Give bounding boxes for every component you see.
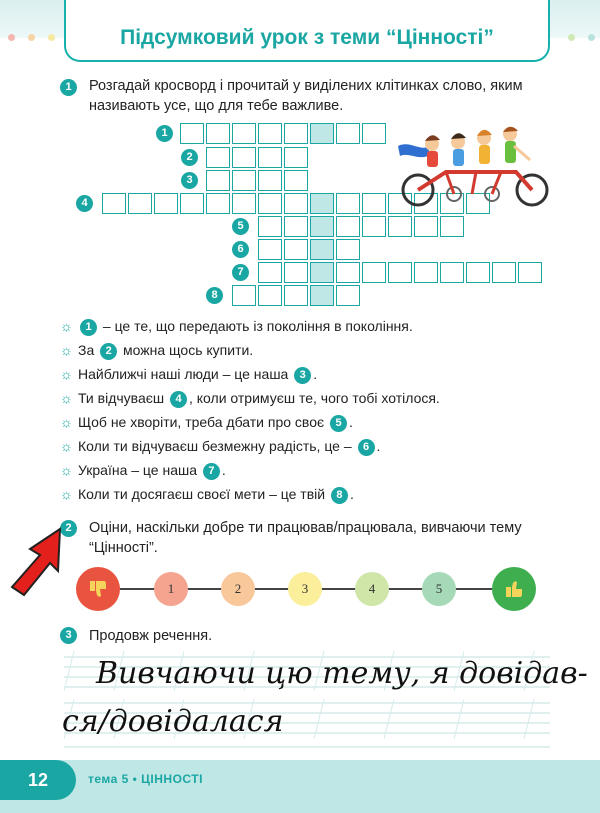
rating-option-2[interactable]: 2: [221, 572, 255, 606]
crossword-cell-highlighted[interactable]: [310, 285, 334, 306]
cyclists-illustration: [396, 122, 556, 212]
sun-bullet-icon: ☼: [60, 366, 73, 382]
crossword-cell[interactable]: [414, 262, 438, 283]
crossword-cell[interactable]: [336, 285, 360, 306]
crossword-cell[interactable]: [284, 147, 308, 168]
clue-text: За: [78, 342, 99, 358]
crossword-cell[interactable]: [206, 170, 230, 191]
crossword-cell[interactable]: [336, 239, 360, 260]
rating-option-3[interactable]: 3: [288, 572, 322, 606]
rating-option-5[interactable]: 5: [422, 572, 456, 606]
thumbs-down-icon: [87, 578, 109, 600]
clue-text: Коли ти досягаєш своєї мети – це твій: [78, 486, 329, 502]
decorative-dot: [588, 34, 595, 41]
crossword-cell[interactable]: [258, 262, 282, 283]
clue-item: [60, 387, 440, 409]
crossword-cell[interactable]: [440, 216, 464, 237]
decorative-dot: [28, 34, 35, 41]
crossword-cell-highlighted[interactable]: [310, 239, 334, 260]
sun-bullet-icon: ☼: [60, 414, 73, 430]
crossword-cell[interactable]: [336, 193, 360, 214]
sun-bullet-icon: ☼: [60, 318, 73, 334]
clue-item: [60, 483, 354, 505]
crossword-row-number: 4: [76, 195, 93, 212]
clue-text: Україна – це наша: [78, 462, 201, 478]
clue-text: , коли отримуєш те, чого тобі хотілося.: [189, 390, 440, 406]
clue-number-badge: 4: [170, 391, 187, 408]
clue-number-badge: 1: [80, 319, 97, 336]
decorative-dot: [8, 34, 15, 41]
clue-item: [60, 363, 317, 385]
clue-text: Коли ти відчуваєш безмежну радість, це –: [78, 438, 356, 454]
crossword-cell[interactable]: [362, 262, 386, 283]
clue-item: [60, 411, 353, 433]
crossword-cell[interactable]: [336, 216, 360, 237]
clue-text: Найближчі наші люди – це наша: [78, 366, 293, 382]
clue-item: [60, 435, 380, 457]
crossword-cell[interactable]: [284, 193, 308, 214]
crossword-cell[interactable]: [128, 193, 152, 214]
crossword-cell[interactable]: [284, 285, 308, 306]
rating-option-4[interactable]: 4: [355, 572, 389, 606]
task3-text: Продовж речення.: [89, 628, 213, 644]
clue-item: [60, 315, 413, 337]
crossword-cell[interactable]: [414, 216, 438, 237]
task2-text-line1: Оціни, наскільки добре ти працював/працювала, вивчаючи тему: [89, 520, 522, 536]
crossword-cell[interactable]: [258, 239, 282, 260]
sun-bullet-icon: ☼: [60, 486, 73, 502]
crossword-cell[interactable]: [388, 216, 412, 237]
footer-band: [0, 760, 600, 813]
crossword-cell[interactable]: [284, 262, 308, 283]
crossword-cell[interactable]: [284, 216, 308, 237]
crossword-cell[interactable]: [206, 123, 230, 144]
crossword-cell[interactable]: [206, 193, 230, 214]
clue-text: .: [221, 462, 226, 478]
clue-text: .: [313, 366, 318, 382]
clue-item: [60, 459, 226, 481]
clue-item: [60, 339, 253, 361]
sun-bullet-icon: ☼: [60, 438, 73, 454]
crossword-cell[interactable]: [232, 285, 256, 306]
thumbs-down-button[interactable]: [76, 567, 120, 611]
crossword-cell[interactable]: [102, 193, 126, 214]
crossword-cell[interactable]: [284, 170, 308, 191]
handwriting-line2: ся/довідалася: [62, 704, 284, 739]
crossword-row-number: 8: [206, 287, 223, 304]
task2-text-line2: “Цінності”.: [89, 540, 158, 556]
crossword-cell[interactable]: [388, 262, 412, 283]
handwriting-line1: Вивчаючи цю тему, я довідав-: [96, 656, 588, 691]
task1-text-line2: називають усе, що для тебе важливе.: [89, 98, 344, 114]
crossword-cell[interactable]: [232, 147, 256, 168]
crossword-cell[interactable]: [232, 193, 256, 214]
crossword-row-number: 1: [156, 125, 173, 142]
task-number-2: 2: [60, 520, 77, 537]
clue-number-badge: 8: [331, 487, 348, 504]
decorative-dot: [568, 34, 575, 41]
crossword-cell[interactable]: [284, 239, 308, 260]
crossword-row-number: 5: [232, 218, 249, 235]
clue-number-badge: 2: [100, 343, 117, 360]
crossword-cell[interactable]: [180, 123, 204, 144]
task-number-1: 1: [60, 79, 77, 96]
page-title: Підсумковий урок з теми “Цінності”: [120, 26, 494, 49]
crossword-cell[interactable]: [258, 193, 282, 214]
crossword-cell[interactable]: [362, 123, 386, 144]
crossword-cell[interactable]: [258, 216, 282, 237]
crossword-cell-highlighted[interactable]: [310, 123, 334, 144]
task-number-3: 3: [60, 627, 77, 644]
clue-number-badge: 7: [203, 463, 220, 480]
crossword-row-number: 6: [232, 241, 249, 258]
thumbs-up-icon: [503, 578, 525, 600]
crossword-cell-highlighted[interactable]: [310, 262, 334, 283]
clue-text: Щоб не хворіти, треба дбати про своє: [78, 414, 329, 430]
clue-number-badge: 6: [358, 439, 375, 456]
decorative-dot: [48, 34, 55, 41]
clue-text: Ти відчуваєш: [78, 390, 168, 406]
task1-text-line1: Розгадай кросворд і прочитай у виділених клітинках слово, яким: [89, 78, 523, 94]
crossword-cell[interactable]: [518, 262, 542, 283]
clue-number-badge: 3: [294, 367, 311, 384]
clue-number-badge: 5: [330, 415, 347, 432]
crossword-cell[interactable]: [284, 123, 308, 144]
clue-text: – це те, що передають із покоління в покоління.: [99, 318, 413, 334]
crossword-cell[interactable]: [258, 123, 282, 144]
crossword-cell[interactable]: [258, 147, 282, 168]
crossword-row-number: 3: [181, 172, 198, 189]
crossword-cell[interactable]: [154, 193, 178, 214]
clue-text: .: [349, 486, 354, 502]
rating-option-1[interactable]: 1: [154, 572, 188, 606]
sun-bullet-icon: ☼: [60, 342, 73, 358]
sun-bullet-icon: ☼: [60, 462, 73, 478]
page-number: 12: [0, 760, 76, 800]
clue-text: можна щось купити.: [119, 342, 254, 358]
crossword-cell[interactable]: [362, 193, 386, 214]
red-arrow-icon: [10, 525, 70, 600]
crossword-row-number: 7: [232, 264, 249, 281]
crossword-cell[interactable]: [362, 216, 386, 237]
crossword-cell[interactable]: [466, 262, 490, 283]
crossword-cell-highlighted[interactable]: [310, 193, 334, 214]
crossword-cell[interactable]: [258, 285, 282, 306]
crossword-cell[interactable]: [232, 170, 256, 191]
crossword-cell[interactable]: [180, 193, 204, 214]
crossword-cell[interactable]: [440, 262, 464, 283]
crossword-cell-highlighted[interactable]: [310, 216, 334, 237]
crossword-cell[interactable]: [336, 123, 360, 144]
thumbs-up-button[interactable]: [492, 567, 536, 611]
crossword-row-number: 2: [181, 149, 198, 166]
crossword-cell[interactable]: [206, 147, 230, 168]
crossword-cell[interactable]: [258, 170, 282, 191]
clue-text: .: [349, 414, 353, 430]
crossword-cell[interactable]: [232, 123, 256, 144]
crossword-cell[interactable]: [336, 262, 360, 283]
clue-text: .: [376, 438, 381, 454]
sun-bullet-icon: ☼: [60, 390, 73, 406]
footer-theme-label: тема 5 • ЦІННОСТІ: [88, 772, 203, 786]
crossword-cell[interactable]: [492, 262, 516, 283]
